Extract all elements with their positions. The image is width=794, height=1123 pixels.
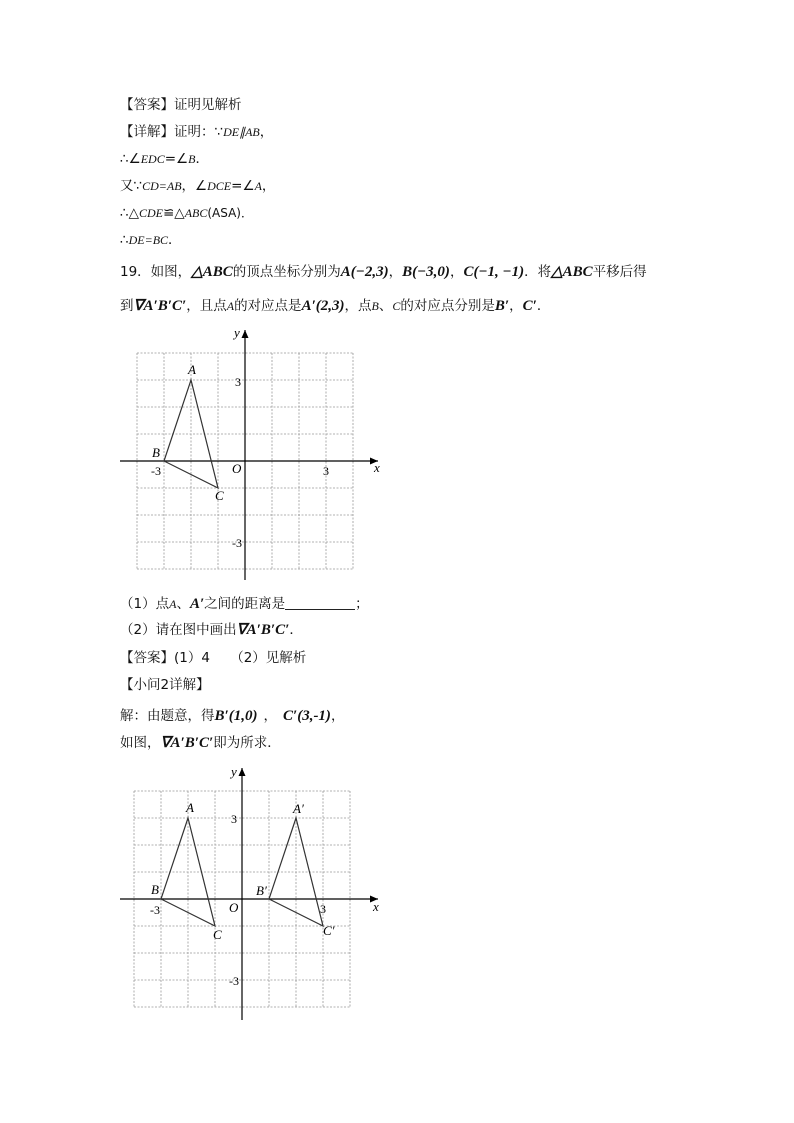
y-tick-3: 3 [235,375,241,389]
answer-line-2: 【答案】(1）4 （2）见解析 [120,650,307,666]
vertex-C-label: C [215,488,224,503]
subquestion-heading: 【小问2详解】 [120,677,210,693]
part-2-line: （2）请在图中画出∇A′B′C′． [120,622,303,638]
vertex-B-label: B [151,882,159,897]
x-tick-neg3: -3 [151,464,161,478]
x-axis-label: x [374,460,380,475]
question-19-line-1: 19．如图，△ABC的顶点坐标分别为A(−2,3)，B(−3,0)，C(−1, −1)．将△ABC平移后得 [120,264,647,280]
solution-line-2: 如图，∇A′B′C′即为所求． [120,735,281,751]
y-tick-3: 3 [231,812,237,826]
vertex-C-prime-label: C′ [323,923,335,938]
vertex-B-label: B [152,445,160,460]
vertex-C-label: C [213,927,222,942]
x-axis-label: x [373,899,379,914]
vertex-A-label: A [186,800,194,815]
proof-line-1: ∴∠EDC=∠B． [120,151,209,167]
proof-line-2: 又∵CD=AB，∠DCE=∠A， [120,178,276,194]
part-1-line: （1）点A、A′之间的距离是 ； [120,596,369,612]
solution-line-1: 解：由题意，得B′(1,0) ， C′(3,-1)， [120,708,345,724]
vertex-A-label: A [188,362,196,377]
detail-line: 【详解】证明：∵DE∥AB， [120,124,274,140]
x-tick-3: 3 [323,464,329,478]
y-axis-label: y [234,325,240,340]
x-tick-3: 3 [320,902,326,916]
y-axis-label: y [231,764,237,779]
x-tick-neg3: -3 [150,903,160,917]
y-tick-neg3: -3 [229,974,239,988]
vertex-A-prime-label: A′ [293,801,304,816]
origin-label: O [232,461,242,476]
y-tick-neg3: -3 [232,536,242,550]
answer-blank [285,595,355,610]
proof-line-3: ∴△CDE≌△ABC(ASA)． [120,205,253,221]
coordinate-figure-2 [110,760,390,1030]
vertex-B-prime-label: B′ [256,883,267,898]
coordinate-figure-1 [110,320,390,580]
proof-line-4: ∴DE=BC． [120,232,182,248]
origin-label: O [229,900,239,915]
question-19-line-2: 到∇A′B′C′，且点A的对应点是A′(2,3)，点B、C的对应点分别是B′，C′． [120,298,551,314]
answer-line: 【答案】证明见解析 [120,97,242,113]
